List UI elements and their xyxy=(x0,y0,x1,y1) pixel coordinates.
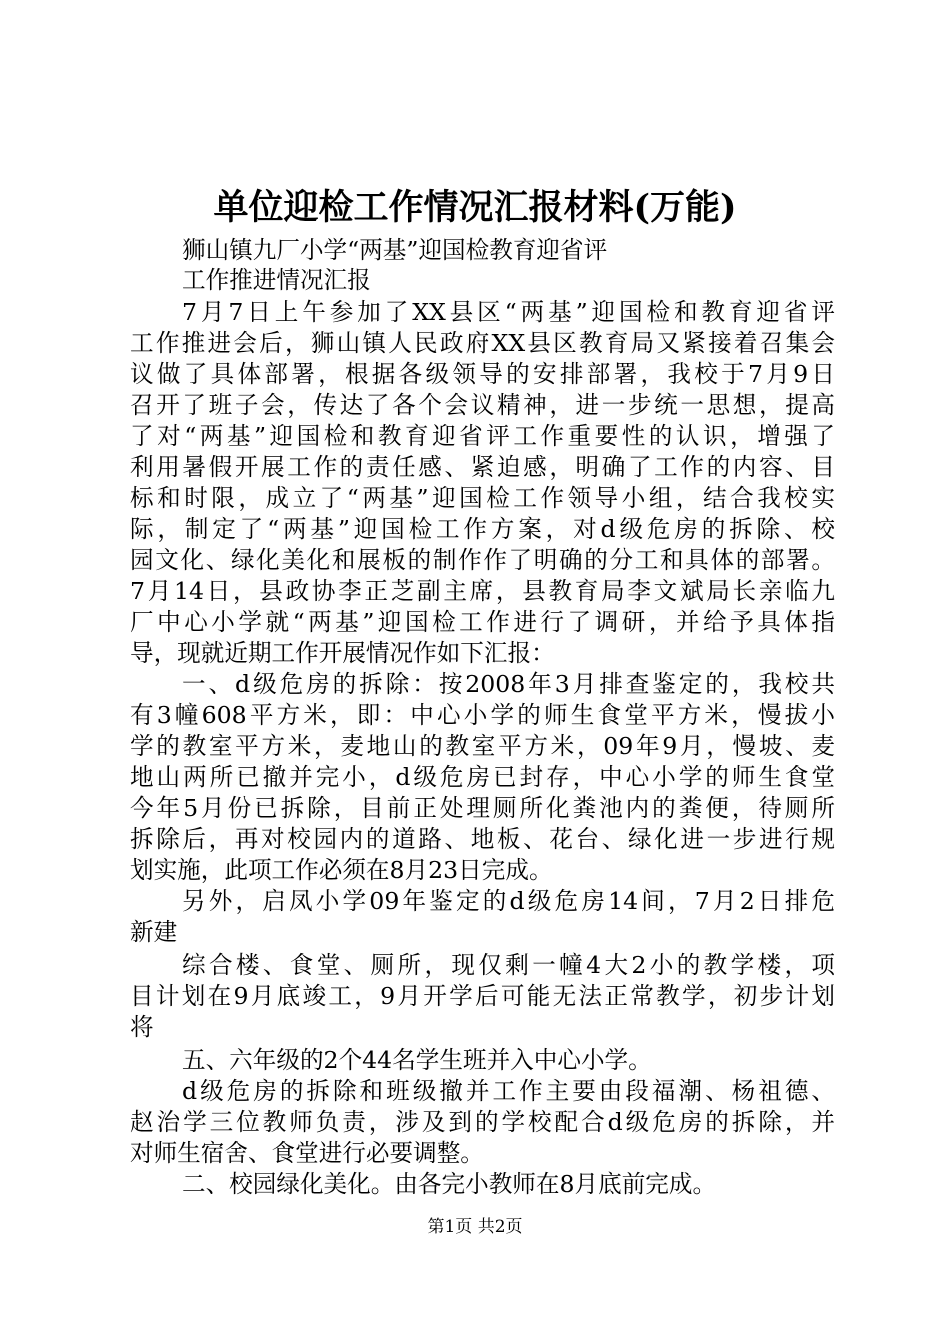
paragraph-line: 今年5月份已拆除，目前正处理厕所化粪池内的粪便，待厕所 xyxy=(130,794,835,822)
paragraph-line: 议做了具体部署，根据各级领导的安排部署，我校于7月9日 xyxy=(130,360,835,388)
paragraph-line: 利用暑假开展工作的责任感、紧迫感，明确了工作的内容、目 xyxy=(130,453,835,481)
paragraph-line: 狮山镇九厂小学“两基”迎国检教育迎省评 xyxy=(182,236,608,264)
paragraph-line: 五、六年级的2个44名学生班并入中心小学。 xyxy=(182,1046,652,1074)
paragraph-line: 对师生宿舍、食堂进行必要调整。 xyxy=(130,1139,484,1167)
paragraph-line: 二、校园绿化美化。由各完小教师在8月底前完成。 xyxy=(182,1170,717,1198)
paragraph-line: 7月14日，县政协李正芝副主席，县教育局李文斌局长亲临九 xyxy=(130,577,835,605)
paragraph-line: 划实施，此项工作必须在8月23日完成。 xyxy=(130,856,553,884)
paragraph-line: 将 xyxy=(130,1013,154,1041)
paragraph-line: 赵治学三位教师负责，涉及到的学校配合d级危房的拆除，并 xyxy=(130,1108,835,1136)
paragraph-line: 目计划在9月底竣工，9月开学后可能无法正常教学，初步计划 xyxy=(130,982,835,1010)
paragraph-line: 另外，启凤小学09年鉴定的d级危房14间，7月2日排危 xyxy=(182,887,835,915)
paragraph-line: 园文化、绿化美化和展板的制作作了明确的分工和具体的部署。 xyxy=(130,546,835,574)
paragraph-line: 综合楼、食堂、厕所，现仅剩一幢4大2小的教学楼，项 xyxy=(182,951,835,979)
paragraph-line: 有3幢608平方米，即：中心小学的师生食堂平方米，慢拔小 xyxy=(130,701,835,729)
paragraph-line: 标和时限，成立了“两基”迎国检工作领导小组，结合我校实 xyxy=(130,484,835,512)
paragraph-line: 拆除后，再对校园内的道路、地板、花台、绿化进一步进行规 xyxy=(130,825,835,853)
page-footer: 第1页 共2页 xyxy=(427,1217,523,1237)
paragraph-line: 工作推进会后，狮山镇人民政府XX县区教育局又紧接着召集会 xyxy=(130,329,835,357)
paragraph-line: 际，制定了“两基”迎国检工作方案，对d级危房的拆除、校 xyxy=(130,515,835,543)
paragraph-line: 厂中心小学就“两基”迎国检工作进行了调研，并给予具体指 xyxy=(130,608,835,636)
paragraph-line: 7月7日上午参加了XX县区“两基”迎国检和教育迎省评 xyxy=(182,298,835,326)
paragraph-line: 召开了班子会，传达了各个会议精神，进一步统一思想，提高 xyxy=(130,391,835,419)
paragraph-line: d级危房的拆除和班级撤并工作主要由段福潮、杨祖德、 xyxy=(182,1077,835,1105)
paragraph-line: 地山两所已撤并完小，d级危房已封存，中心小学的师生食堂 xyxy=(130,763,835,791)
paragraph-line: 工作推进情况汇报 xyxy=(182,266,371,294)
document-title: 单位迎检工作情况汇报材料(万能) xyxy=(213,187,737,228)
paragraph-line: 一、d级危房的拆除：按2008年3月排查鉴定的，我校共 xyxy=(182,670,835,698)
paragraph-line: 新建 xyxy=(130,918,178,946)
paragraph-line: 学的教室平方米，麦地山的教室平方米，09年9月，慢坡、麦 xyxy=(130,732,835,760)
paragraph-line: 导，现就近期工作开展情况作如下汇报： xyxy=(130,639,555,667)
paragraph-line: 了对“两基”迎国检和教育迎省评工作重要性的认识，增强了 xyxy=(130,422,835,450)
